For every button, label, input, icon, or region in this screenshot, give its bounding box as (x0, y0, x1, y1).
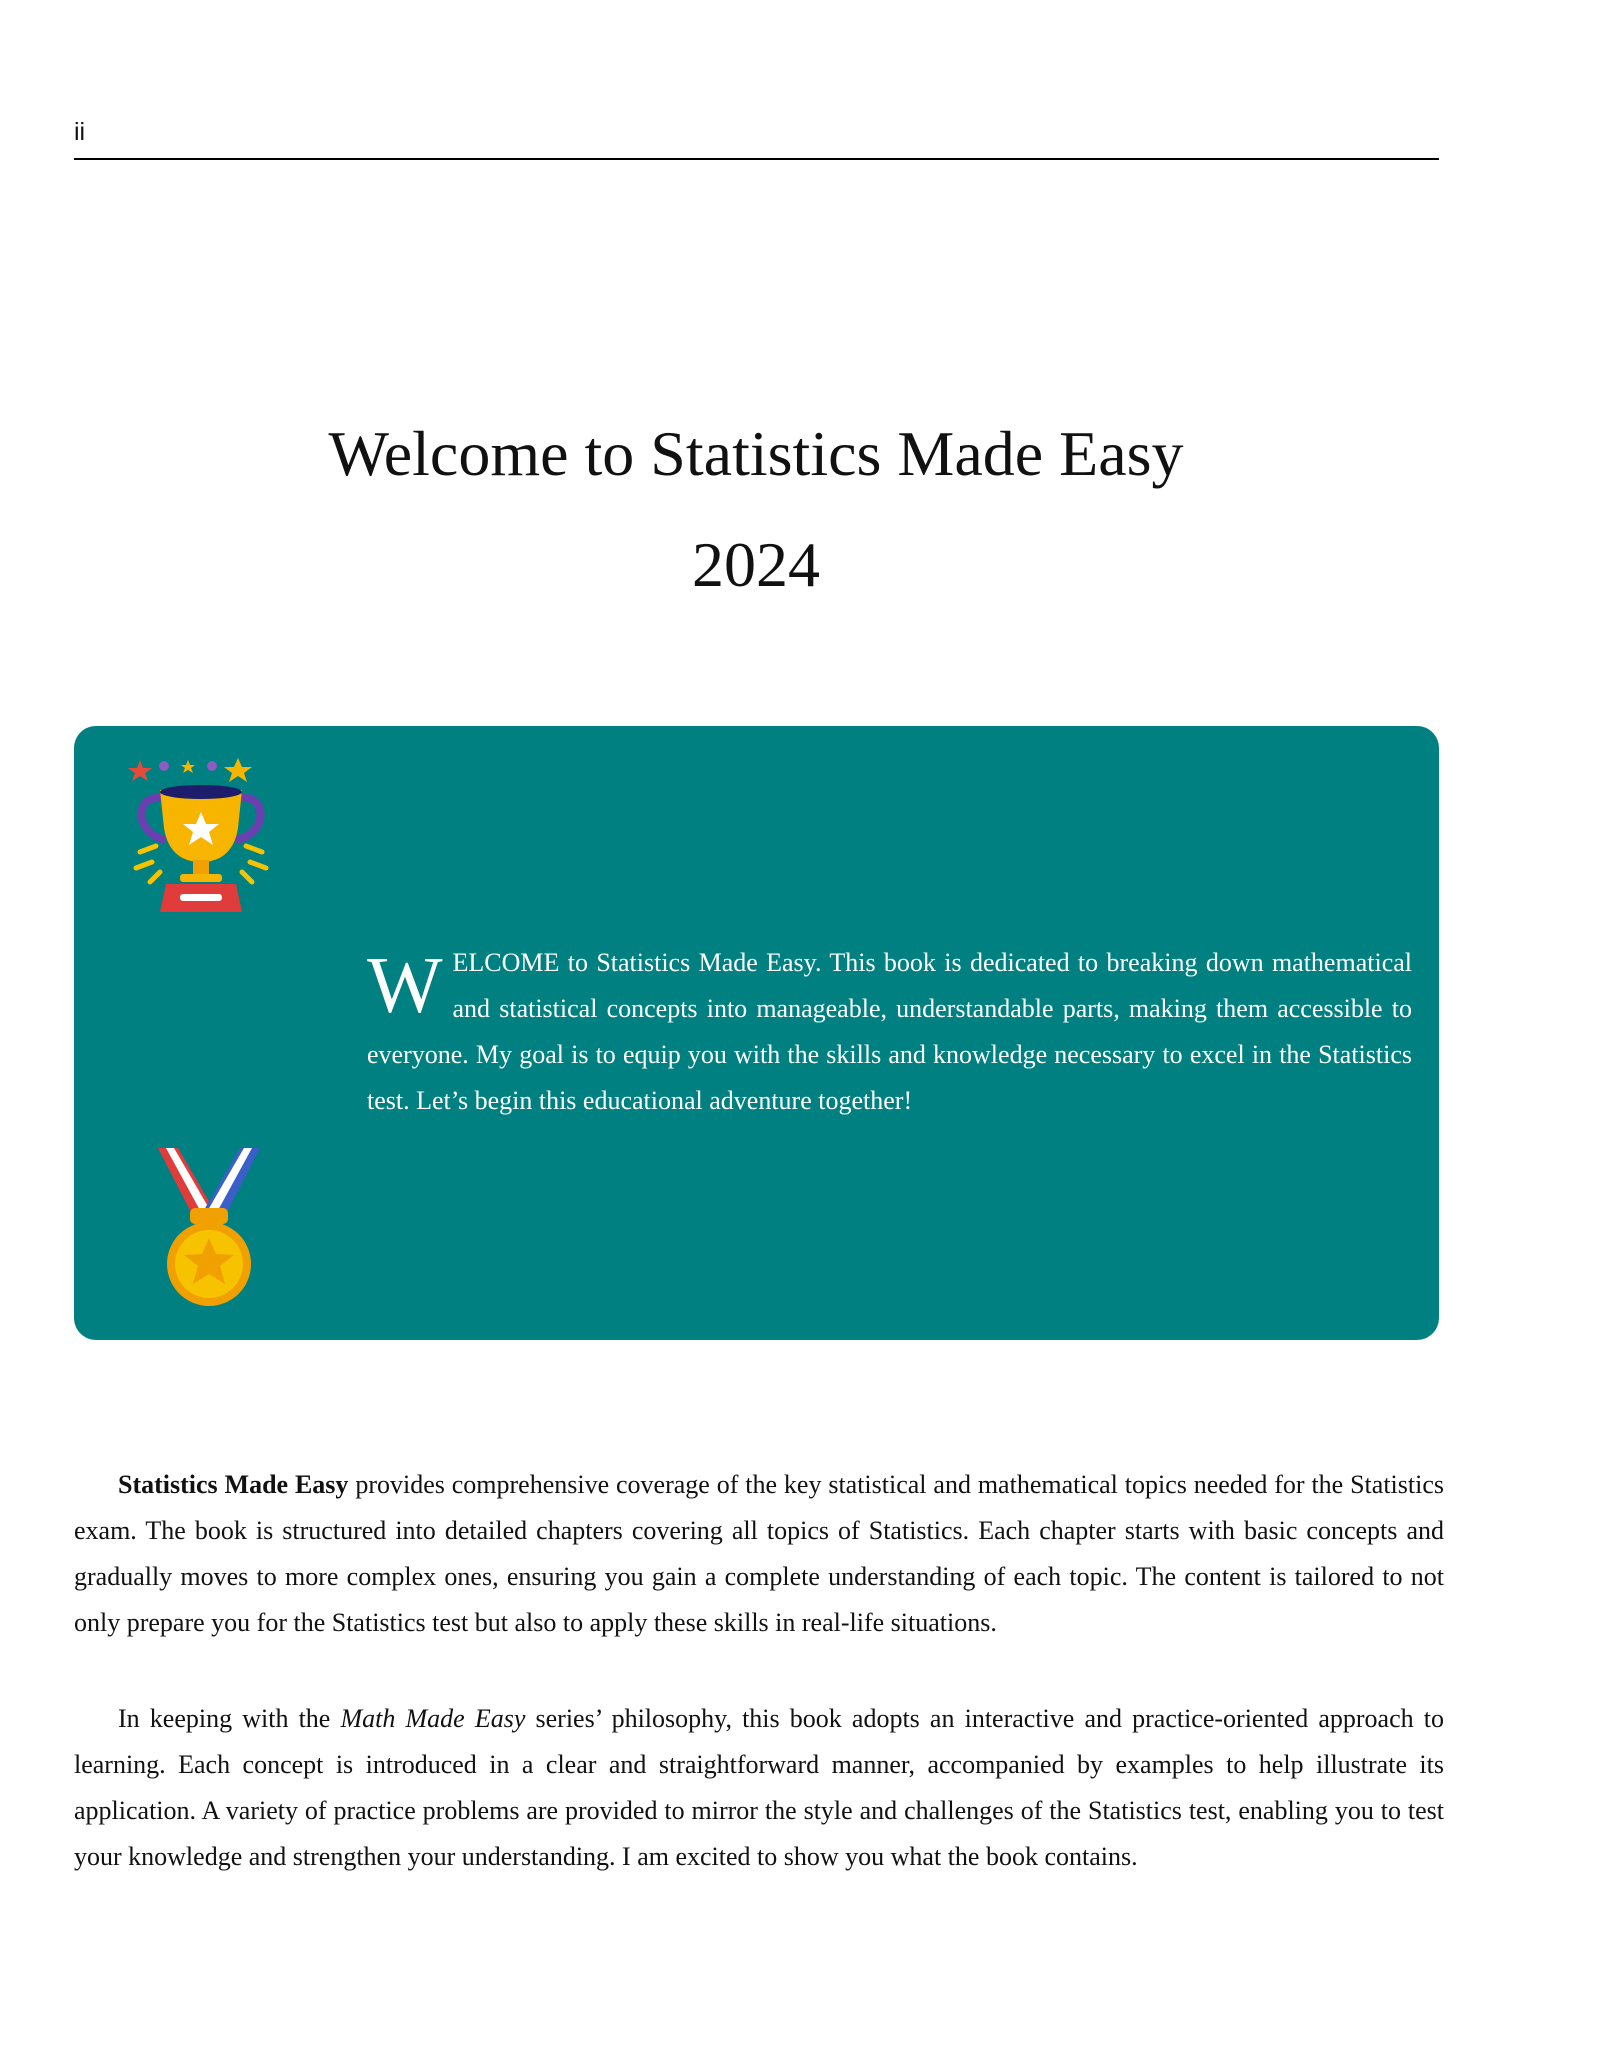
series-title-italic: Math Made Easy (340, 1704, 526, 1733)
intro-paragraph-1 (74, 1462, 1444, 1646)
medal-icon (154, 1148, 264, 1310)
year: 2024 (692, 529, 820, 600)
header-rule (74, 158, 1439, 160)
welcome-intro (367, 940, 1412, 1124)
page-number: ii (74, 118, 86, 146)
page-title: Welcome to Statistics Made Easy (328, 417, 1184, 489)
paragraph-2-text: series’ philosophy, this book adopts an interactive and practice-oriented approach to learning. Each concept is introduced in a clear and straightforward manner, accompanied by examples to help illustrate its application. A variety of practice problems are provided to mirror the style and challenges of the Statistics test, enabling you to test your knowledge and strengthen your understanding. I am excited to show you what the book contains. (74, 1704, 1444, 1871)
intro-text: ELCOME to Statistics Made Easy. This book is dedicated to breaking down mathematical and statistical concepts into manageable, understandable parts, making them accessible to everyone. My goal is to equip you with the skills and knowledge necessary to excel in the Statistics test. Let’s begin this educational adventure together! (367, 948, 1412, 1115)
intro-paragraph-2 (74, 1696, 1444, 1880)
paragraph-2-lead: In keeping with the (118, 1704, 341, 1733)
paragraph-1-text: provides comprehensive coverage of the key statistical and mathematical topics needed for the Statistics exam. The book is structured into detailed chapters covering all topics of Statistics. Each chapter starts with basic concepts and gradually moves to more complex ones, ensuring you gain a complete understanding of each topic. The content is tailored to not only prepare you for the Statistics test but also to apply these skills in real-life situations. (74, 1470, 1444, 1637)
welcome-box (74, 726, 1439, 1340)
dropcap-letter: W (367, 942, 443, 1030)
book-title-bold: Statistics Made Easy (118, 1470, 349, 1499)
trophy-icon (126, 754, 276, 914)
